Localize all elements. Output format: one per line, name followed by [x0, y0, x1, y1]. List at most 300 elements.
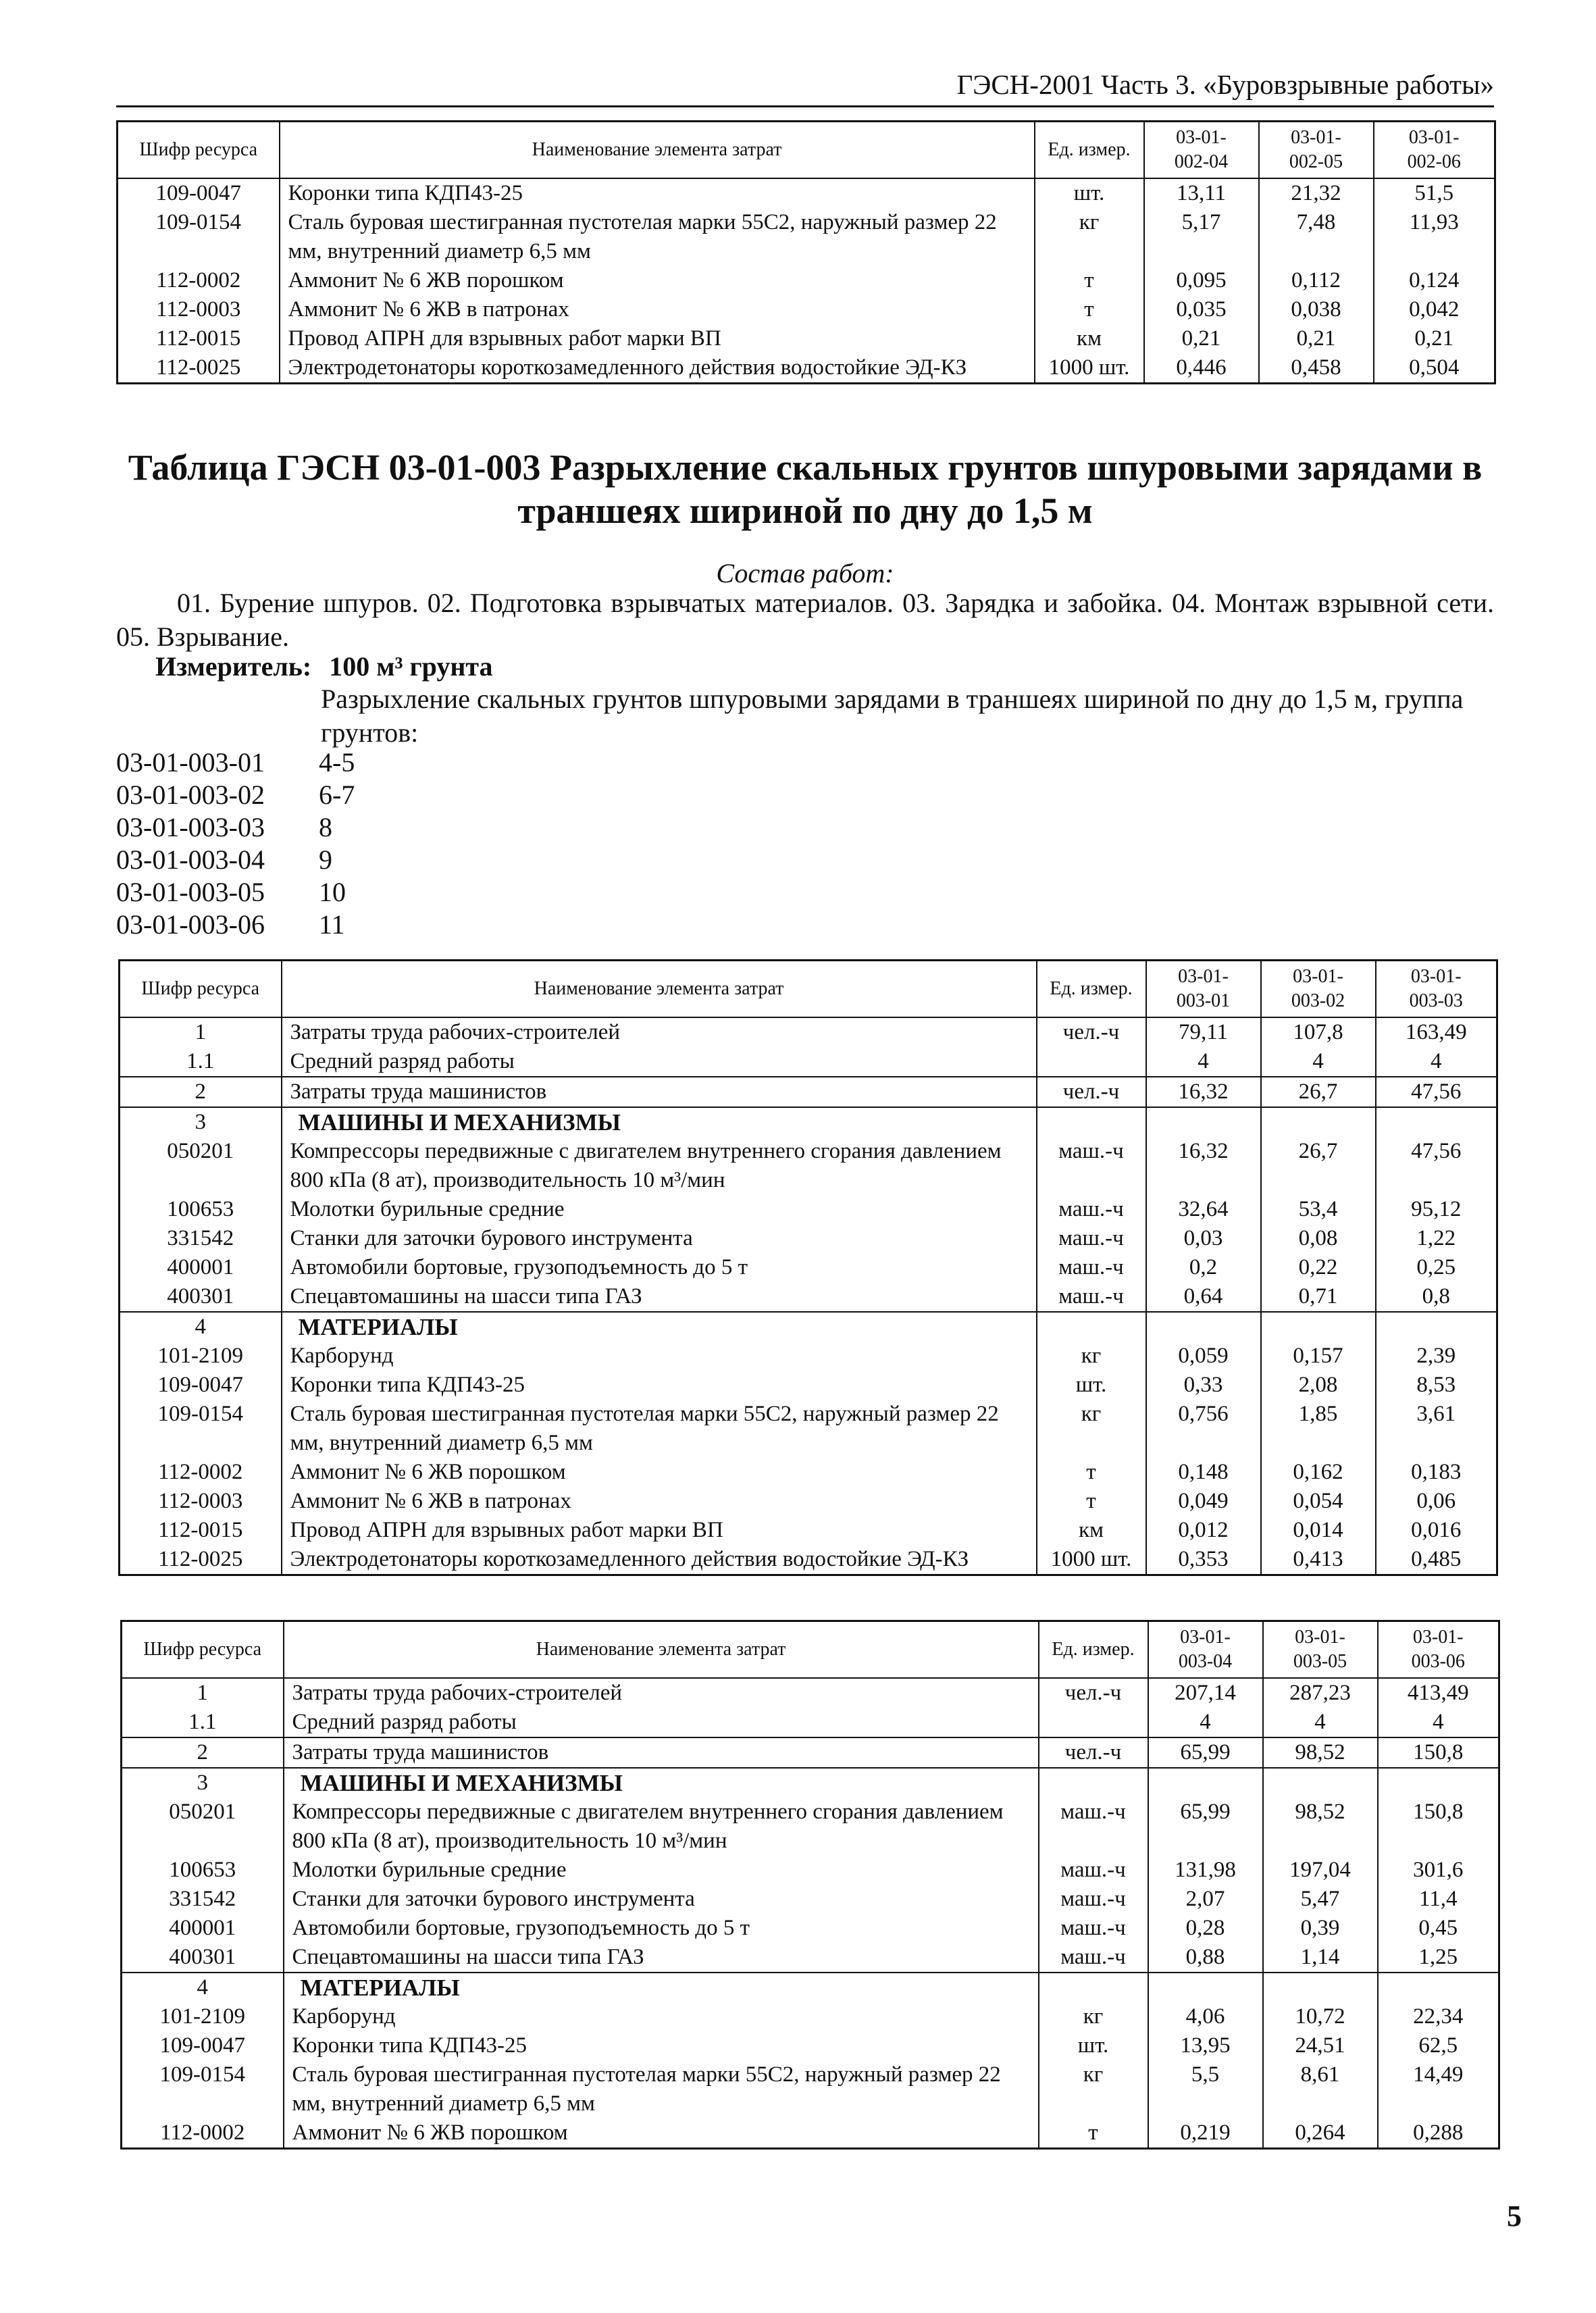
unit: 1000 шт.	[1037, 1545, 1146, 1575]
resource-name: Сталь буровая шестигранная пустотелая марки 55С2, наружный размер 22 мм, внутренний диаметр 6,5 мм	[284, 2060, 1039, 2118]
unit	[1039, 1973, 1148, 2002]
value: 0,446	[1144, 353, 1259, 384]
code-list	[116, 746, 355, 941]
value: 0,016	[1411, 1517, 1462, 1542]
value: 413,49	[1378, 1678, 1499, 1708]
resource-name: Карборунд	[284, 2002, 1039, 2031]
table-row	[120, 1195, 1497, 1224]
resource-name: Провод АПРН для взрывных работ марки ВП	[282, 1516, 1037, 1545]
meter	[155, 651, 493, 682]
value: 32,64	[1146, 1195, 1261, 1224]
resource-name: Карборунд	[282, 1342, 1037, 1371]
resource-code: 109-0154	[120, 1400, 282, 1458]
value: 13,95	[1148, 2031, 1263, 2060]
value: 0,353	[1146, 1545, 1261, 1575]
value: 0,162	[1261, 1458, 1376, 1487]
resource-code: 109-0047	[120, 1371, 282, 1400]
unit: маш.-ч	[1037, 1253, 1146, 1282]
table-row	[122, 1943, 1499, 1973]
value	[1376, 1107, 1497, 1137]
resource-code: 1.1	[122, 1708, 284, 1737]
value: 47,56	[1411, 1138, 1462, 1163]
resource-name: Электродетонаторы короткозамедленного действия водостойкие ЭД-КЗ	[280, 353, 1035, 384]
value: 0,012	[1146, 1516, 1261, 1545]
unit: км	[1037, 1516, 1146, 1545]
table-row	[120, 1017, 1497, 1047]
resource-code: 4	[120, 1312, 282, 1342]
table-row	[122, 1708, 1499, 1737]
value: 0,71	[1261, 1282, 1376, 1312]
resource-code: 2	[122, 1737, 284, 1768]
table-row	[120, 1342, 1497, 1371]
value: 0,413	[1261, 1545, 1376, 1575]
resource-table-mid	[118, 959, 1498, 1576]
value: 21,32	[1259, 178, 1374, 208]
resource-code: 112-0025	[118, 353, 280, 384]
resource-name: Аммонит № 6 ЖВ порошком	[282, 1458, 1037, 1487]
resource-name: Коронки типа КДП43-25	[284, 2031, 1039, 2060]
unit: чел.-ч	[1037, 1017, 1146, 1047]
value: 65,99	[1148, 1737, 1263, 1768]
unit: маш.-ч	[1039, 1798, 1148, 1856]
value: 2,07	[1148, 1885, 1263, 1914]
norm-code: 03-01-003-05	[116, 877, 265, 907]
value: 26,7	[1261, 1077, 1376, 1107]
unit: шт.	[1037, 1371, 1146, 1400]
resource-name: МАТЕРИАЛЫ	[282, 1312, 1037, 1342]
unit: кг	[1039, 2060, 1148, 2118]
value: 4	[1431, 1048, 1442, 1073]
value: 1,14	[1263, 1943, 1378, 1973]
value: 0,014	[1261, 1516, 1376, 1545]
resource-code: 3	[122, 1768, 284, 1798]
col-header-value: 03-01- 003-03	[1376, 961, 1497, 1017]
table-body	[122, 1678, 1499, 2149]
unit	[1039, 1768, 1148, 1798]
resource-code: 050201	[120, 1137, 282, 1195]
resource-code: 331542	[122, 1885, 284, 1914]
value: 107,8	[1261, 1017, 1376, 1047]
value: 0,485	[1411, 1546, 1462, 1571]
value: 0,756	[1146, 1400, 1261, 1458]
resource-code: 050201	[122, 1798, 284, 1856]
table-row	[120, 1137, 1497, 1195]
table-row	[118, 266, 1495, 295]
table-title: Таблица ГЭСН 03-01-003 Разрыхление скальных грунтов шпуровыми зарядами в траншеях шириной по дну до 1,5 м	[128, 447, 1483, 531]
unit: т	[1037, 1487, 1146, 1516]
value: 0,39	[1263, 1914, 1378, 1943]
value: 98,52	[1263, 1798, 1378, 1856]
unit: кг	[1037, 1342, 1146, 1371]
value: 16,32	[1146, 1077, 1261, 1107]
resource-code: 2	[120, 1077, 282, 1107]
value: 95,12	[1411, 1196, 1462, 1221]
value: 11,93	[1409, 209, 1459, 234]
col-header-value: 03-01- 002-04	[1144, 122, 1259, 178]
unit: кг	[1039, 2002, 1148, 2031]
value: 24,51	[1263, 2031, 1378, 2060]
value: 5,5	[1148, 2060, 1263, 2118]
col-header-code: Шифр ресурса	[118, 122, 280, 178]
code-row	[116, 746, 355, 779]
value: 163,49	[1376, 1017, 1497, 1047]
unit: км	[1035, 324, 1144, 353]
value: 0,219	[1148, 2118, 1263, 2149]
resource-code: 109-0154	[122, 2060, 284, 2118]
resource-code: 109-0154	[118, 208, 280, 266]
table-row	[120, 1400, 1497, 1458]
value: 0,33	[1146, 1371, 1261, 1400]
resource-name: МАТЕРИАЛЫ	[284, 1973, 1039, 2002]
value: 197,04	[1263, 1856, 1378, 1885]
value: 14,49	[1413, 2062, 1464, 2087]
value: 51,5	[1414, 180, 1454, 205]
value: 0,08	[1261, 1224, 1376, 1253]
table-row	[120, 1047, 1497, 1077]
col-header-code: Шифр ресурса	[120, 961, 282, 1017]
unit: кг	[1035, 208, 1144, 266]
value: 13,11	[1144, 178, 1259, 208]
norm-code: 03-01-003-04	[116, 844, 265, 875]
resource-code: 400301	[122, 1943, 284, 1973]
value: 79,11	[1146, 1017, 1261, 1047]
value: 4	[1261, 1047, 1376, 1077]
value: 3,61	[1416, 1401, 1456, 1426]
value: 98,52	[1263, 1737, 1378, 1768]
resource-code: 100653	[120, 1195, 282, 1224]
value: 0,035	[1144, 295, 1259, 324]
resource-code: 1	[120, 1017, 282, 1047]
value	[1148, 1973, 1263, 2002]
soil-group: 9	[319, 844, 332, 875]
unit: маш.-ч	[1039, 1885, 1148, 1914]
col-header-value: 03-01- 003-05	[1263, 1621, 1378, 1678]
norm-code: 03-01-003-06	[116, 909, 265, 940]
resource-name: Компрессоры передвижные с двигателем внутреннего сгорания давлением 800 кПа (8 ат), производительность 10 м³/мин	[282, 1137, 1037, 1195]
value: 0,2	[1146, 1253, 1261, 1282]
value: 131,98	[1148, 1856, 1263, 1885]
resource-name: Электродетонаторы короткозамедленного действия водостойкие ЭД-КЗ	[282, 1545, 1037, 1575]
norm-code: 03-01-003-02	[116, 780, 265, 810]
value: 0,64	[1146, 1282, 1261, 1312]
resource-name: Средний разряд работы	[282, 1047, 1037, 1077]
unit: шт.	[1035, 178, 1144, 208]
unit: маш.-ч	[1037, 1224, 1146, 1253]
resource-code: 109-0047	[122, 2031, 284, 2060]
col-header-unit: Ед. измер.	[1035, 122, 1144, 178]
value: 0,06	[1416, 1488, 1456, 1513]
table-row	[122, 1768, 1499, 1798]
table-row	[122, 1885, 1499, 1914]
value: 4	[1146, 1047, 1261, 1077]
value: 0,059	[1146, 1342, 1261, 1371]
unit	[1037, 1312, 1146, 1342]
value: 0,8	[1422, 1283, 1450, 1308]
value: 0,112	[1259, 266, 1374, 295]
resource-name: Коронки типа КДП43-25	[280, 178, 1035, 208]
resource-name: Средний разряд работы	[284, 1708, 1039, 1737]
value: 10,72	[1263, 2002, 1378, 2031]
col-header-value: 03-01- 003-01	[1146, 961, 1261, 1017]
value: 0,288	[1413, 2120, 1464, 2145]
unit: т	[1037, 1458, 1146, 1487]
value	[1148, 1768, 1263, 1798]
col-header-value: 03-01- 003-06	[1378, 1621, 1499, 1678]
resource-name: Молотки бурильные средние	[284, 1856, 1039, 1885]
resource-code: 101-2109	[122, 2002, 284, 2031]
resource-name: Затраты труда машинистов	[284, 1737, 1039, 1768]
norm-code: 03-01-003-01	[116, 747, 265, 778]
value: 4,06	[1148, 2002, 1263, 2031]
value: 0,042	[1409, 297, 1460, 322]
soil-group: 10	[319, 877, 346, 907]
value: 5,47	[1263, 1885, 1378, 1914]
value	[1263, 1973, 1378, 2002]
resource-name: МАШИНЫ И МЕХАНИЗМЫ	[284, 1768, 1039, 1798]
table-row	[122, 1856, 1499, 1885]
unit: чел.-ч	[1039, 1678, 1148, 1708]
value: 0,504	[1409, 355, 1460, 380]
unit	[1037, 1047, 1146, 1077]
resource-name: Автомобили бортовые, грузоподъемность до 5 т	[284, 1914, 1039, 1943]
unit: маш.-ч	[1039, 1943, 1148, 1973]
table-body	[118, 178, 1495, 384]
value: 0,458	[1259, 353, 1374, 384]
value: 0,038	[1259, 295, 1374, 324]
value: 8,61	[1263, 2060, 1378, 2118]
value: 287,23	[1263, 1678, 1378, 1708]
resource-name: Затраты труда машинистов	[282, 1077, 1037, 1107]
resource-code: 109-0047	[118, 178, 280, 208]
description: Разрыхление скальных грунтов шпуровыми зарядами в траншеях шириной по дну до 1,5 м, группа грунтов:	[321, 684, 1464, 748]
value: 4	[1263, 1708, 1378, 1737]
unit: т	[1035, 295, 1144, 324]
resource-code: 112-0002	[120, 1458, 282, 1487]
table-body	[120, 1017, 1497, 1575]
resource-name: Сталь буровая шестигранная пустотелая марки 55С2, наружный размер 22 мм, внутренний диаметр 6,5 мм	[282, 1400, 1037, 1458]
value: 1,22	[1416, 1225, 1456, 1250]
resource-name: Затраты труда рабочих-строителей	[282, 1017, 1037, 1047]
resource-name: Сталь буровая шестигранная пустотелая марки 55С2, наружный размер 22 мм, внутренний диаметр 6,5 мм	[280, 208, 1035, 266]
value: 5,17	[1144, 208, 1259, 266]
value: 0,28	[1148, 1914, 1263, 1943]
value: 11,4	[1418, 1886, 1458, 1911]
value	[1146, 1312, 1261, 1342]
unit: чел.-ч	[1037, 1077, 1146, 1107]
table-row	[122, 2002, 1499, 2031]
value: 47,56	[1376, 1077, 1497, 1107]
composition-title: Состав работ:	[716, 558, 894, 588]
resource-name: Затраты труда рабочих-строителей	[284, 1678, 1039, 1708]
value: 0,21	[1259, 324, 1374, 353]
resource-name: Автомобили бортовые, грузоподъемность до 5 т	[282, 1253, 1037, 1282]
value	[1376, 1312, 1497, 1342]
unit: маш.-ч	[1039, 1856, 1148, 1885]
unit: т	[1039, 2118, 1148, 2149]
resource-code: 112-0015	[120, 1516, 282, 1545]
code-row	[116, 876, 355, 909]
unit: кг	[1037, 1400, 1146, 1458]
soil-group: 6-7	[319, 780, 355, 810]
table-row	[122, 1914, 1499, 1943]
resource-code: 400001	[122, 1914, 284, 1943]
code-row	[116, 844, 355, 876]
value: 0,21	[1414, 326, 1454, 351]
resource-name: Аммонит № 6 ЖВ порошком	[284, 2118, 1039, 2149]
resource-code: 112-0003	[120, 1487, 282, 1516]
col-header-value: 03-01- 003-04	[1148, 1621, 1263, 1678]
unit: т	[1035, 266, 1144, 295]
resource-name: Аммонит № 6 ЖВ в патронах	[282, 1487, 1037, 1516]
value: 0,124	[1409, 268, 1460, 293]
table-row	[120, 1312, 1497, 1342]
unit: чел.-ч	[1039, 1737, 1148, 1768]
value: 53,4	[1261, 1195, 1376, 1224]
value: 65,99	[1148, 1798, 1263, 1856]
col-header-code: Шифр ресурса	[122, 1621, 284, 1678]
resource-code: 4	[122, 1973, 284, 2002]
resource-code: 112-0015	[118, 324, 280, 353]
resource-name: Молотки бурильные средние	[282, 1195, 1037, 1224]
table-row	[122, 2060, 1499, 2118]
value: 0,049	[1146, 1487, 1261, 1516]
value: 0,183	[1411, 1459, 1462, 1484]
unit	[1039, 1708, 1148, 1737]
value: 301,6	[1413, 1857, 1464, 1882]
resource-code: 1.1	[120, 1047, 282, 1077]
resource-code: 101-2109	[120, 1342, 282, 1371]
table-row	[122, 2031, 1499, 2060]
col-header-value: 03-01- 002-05	[1259, 122, 1374, 178]
value	[1263, 1768, 1378, 1798]
value: 207,14	[1148, 1678, 1263, 1708]
value: 8,53	[1416, 1372, 1456, 1397]
table-row	[122, 1737, 1499, 1768]
col-header-unit: Ед. измер.	[1039, 1621, 1148, 1678]
unit: маш.-ч	[1037, 1195, 1146, 1224]
value	[1378, 1973, 1499, 2002]
resource-name: Аммонит № 6 ЖВ порошком	[280, 266, 1035, 295]
code-row	[116, 811, 355, 844]
page-number: 5	[1507, 2200, 1522, 2233]
table-row	[122, 1973, 1499, 2002]
value: 1,25	[1418, 1944, 1458, 1969]
value: 16,32	[1146, 1137, 1261, 1195]
resource-name: Аммонит № 6 ЖВ в патронах	[280, 295, 1035, 324]
resource-code: 112-0002	[122, 2118, 284, 2149]
resource-name: Спецавтомашины на шасси типа ГАЗ	[282, 1282, 1037, 1312]
table-row	[120, 1253, 1497, 1282]
value: 4	[1148, 1708, 1263, 1737]
value: 0,22	[1261, 1253, 1376, 1282]
table-row	[118, 353, 1495, 384]
meter-value: 100 м³ грунта	[329, 651, 493, 682]
norm-code: 03-01-003-03	[116, 812, 265, 842]
resource-code: 100653	[122, 1856, 284, 1885]
table-row	[120, 1371, 1497, 1400]
table-row	[122, 1798, 1499, 1856]
soil-group: 8	[319, 812, 332, 842]
value: 62,5	[1418, 2033, 1458, 2058]
table-row	[120, 1458, 1497, 1487]
value	[1378, 1768, 1499, 1798]
table-row	[120, 1077, 1497, 1107]
resource-code: 3	[120, 1107, 282, 1137]
resource-name: Провод АПРН для взрывных работ марки ВП	[280, 324, 1035, 353]
resource-table-top	[116, 120, 1496, 384]
value: 0,148	[1146, 1458, 1261, 1487]
soil-group: 4-5	[319, 747, 355, 778]
value	[1261, 1107, 1376, 1137]
resource-code: 112-0025	[120, 1545, 282, 1575]
resource-name: Станки для заточки бурового инструмента	[284, 1885, 1039, 1914]
table-row	[120, 1516, 1497, 1545]
resource-code: 331542	[120, 1224, 282, 1253]
value: 2,08	[1261, 1371, 1376, 1400]
resource-code: 400001	[120, 1253, 282, 1282]
value: 0,095	[1144, 266, 1259, 295]
resource-name: Спецавтомашины на шасси типа ГАЗ	[284, 1943, 1039, 1973]
unit: шт.	[1039, 2031, 1148, 2060]
value: 0,88	[1148, 1943, 1263, 1973]
value: 0,264	[1263, 2118, 1378, 2149]
code-row	[116, 909, 355, 941]
resource-table-bottom	[120, 1620, 1500, 2150]
value: 22,34	[1413, 2004, 1464, 2029]
value: 0,054	[1261, 1487, 1376, 1516]
value: 150,8	[1378, 1737, 1499, 1768]
soil-group: 11	[319, 909, 345, 940]
table-row	[120, 1545, 1497, 1575]
table-row	[120, 1224, 1497, 1253]
table-row	[120, 1282, 1497, 1312]
resource-code: 400301	[120, 1282, 282, 1312]
resource-name: Коронки типа КДП43-25	[282, 1371, 1037, 1400]
col-header-name: Наименование элемента затрат	[284, 1621, 1039, 1678]
code-row	[116, 779, 355, 811]
value: 0,03	[1146, 1224, 1261, 1253]
table-row	[118, 295, 1495, 324]
table-row	[122, 1678, 1499, 1708]
table-row	[118, 324, 1495, 353]
resource-code: 112-0002	[118, 266, 280, 295]
unit: маш.-ч	[1037, 1137, 1146, 1195]
resource-name: Компрессоры передвижные с двигателем внутреннего сгорания давлением 800 кПа (8 ат), производительность 10 м³/мин	[284, 1798, 1039, 1856]
value: 4	[1433, 1709, 1444, 1734]
resource-name: МАШИНЫ И МЕХАНИЗМЫ	[282, 1107, 1037, 1137]
table-row	[118, 208, 1495, 266]
col-header-name: Наименование элемента затрат	[282, 961, 1037, 1017]
value: 26,7	[1261, 1137, 1376, 1195]
table-row	[118, 178, 1495, 208]
unit: маш.-ч	[1039, 1914, 1148, 1943]
unit: 1000 шт.	[1035, 353, 1144, 384]
value: 1,85	[1261, 1400, 1376, 1458]
col-header-name: Наименование элемента затрат	[280, 122, 1035, 178]
table-row	[120, 1487, 1497, 1516]
value: 2,39	[1416, 1343, 1456, 1368]
resource-code: 1	[122, 1678, 284, 1708]
unit: маш.-ч	[1037, 1282, 1146, 1312]
col-header-value: 03-01- 002-06	[1374, 122, 1495, 178]
col-header-unit: Ед. измер.	[1037, 961, 1146, 1017]
value: 0,25	[1416, 1254, 1456, 1279]
meter-label: Измеритель:	[155, 651, 312, 682]
col-header-value: 03-01- 003-02	[1261, 961, 1376, 1017]
value	[1146, 1107, 1261, 1137]
resource-name: Станки для заточки бурового инструмента	[282, 1224, 1037, 1253]
table-row	[122, 2118, 1499, 2149]
